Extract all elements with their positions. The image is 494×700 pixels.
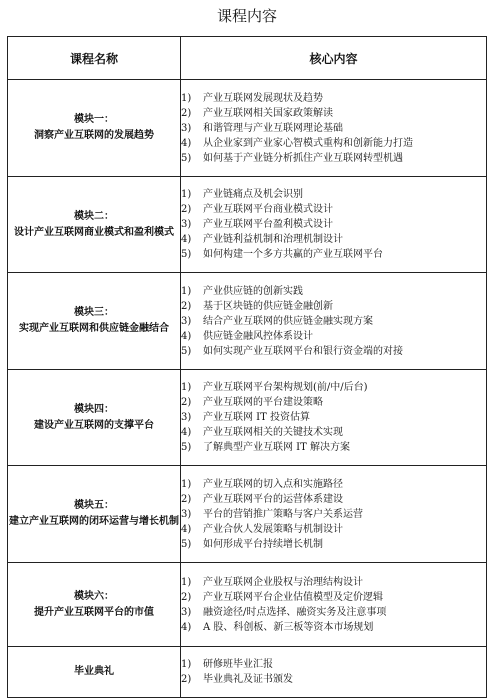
list-item (181, 299, 486, 314)
content-cell (181, 466, 487, 563)
module-cell (8, 177, 181, 273)
table-row (8, 647, 487, 698)
list-item (181, 344, 486, 359)
content-cell (181, 563, 487, 647)
list-item (181, 106, 486, 121)
list-item (181, 522, 486, 537)
item-number: 2) (181, 493, 192, 505)
list-item (181, 492, 486, 507)
item-number: 1) (181, 92, 192, 104)
module-cell (8, 80, 181, 177)
item-number: 2) (181, 107, 192, 119)
module-subtitle: 实现产业互联网和供应链金融结合 (19, 323, 169, 334)
list-item (181, 440, 486, 455)
list-item (181, 217, 486, 232)
content-list (181, 657, 486, 687)
content-cell (181, 80, 487, 177)
list-item (181, 672, 486, 687)
item-number: 1) (181, 659, 192, 670)
module-subtitle: 洞察产业互联网的发展趋势 (34, 130, 154, 141)
item-text: 如何实现产业互联网平台和银行资金端的对接 (203, 345, 403, 357)
item-number: 3) (181, 606, 192, 618)
content-cell (181, 370, 487, 466)
item-text: 产业互联网企业股权与治理结构设计 (203, 576, 363, 588)
module-subtitle: 建立产业互联网的闭环运营与增长机制 (9, 516, 179, 527)
list-item (181, 395, 486, 410)
course-table (7, 36, 487, 698)
item-number: 3) (181, 508, 192, 520)
content-list (181, 284, 486, 359)
list-item (181, 232, 486, 247)
item-number: 4) (181, 427, 192, 438)
list-item (181, 410, 486, 425)
module-cell (8, 647, 181, 698)
item-text: 产业互联网的切入点和实施路径 (203, 478, 343, 490)
item-text: 从企业家到产业家心智模式重构和创新能力打造 (203, 137, 413, 149)
item-number: 1) (181, 576, 192, 588)
content-list (181, 380, 486, 455)
module-name: 模块三： (74, 307, 114, 318)
item-text: 产业互联网平台企业估值模型及定价逻辑 (203, 591, 383, 603)
item-text: 产业链利益机制和治理机制设计 (203, 234, 343, 245)
item-text: A 股、科创板、新三板等资本市场规划 (203, 621, 374, 633)
item-text: 产业合伙人发展策略与机制设计 (203, 523, 343, 535)
module-cell (8, 273, 181, 370)
item-text: 产业互联网的平台建设策略 (203, 397, 323, 408)
item-text: 如何形成平台持续增长机制 (203, 538, 323, 550)
content-cell (181, 647, 487, 698)
item-number: 5) (181, 538, 192, 550)
list-item (181, 91, 486, 106)
item-number: 3) (181, 219, 192, 230)
item-number: 1) (181, 285, 192, 297)
content-list (181, 575, 486, 635)
table-row (8, 370, 487, 466)
item-text: 如何构建一个多方共赢的产业互联网平台 (203, 249, 383, 260)
item-number: 5) (181, 249, 192, 260)
item-number: 3) (181, 412, 192, 423)
module-name: 模块二： (74, 210, 114, 222)
list-item (181, 537, 486, 552)
item-text: 了解典型产业互联网 IT 解决方案 (203, 442, 350, 453)
item-text: 产业互联网平台商业模式设计 (203, 204, 333, 215)
module-cell (8, 563, 181, 647)
item-number: 3) (181, 122, 192, 134)
item-text: 平台的营销推广策略与客户关系运营 (203, 508, 363, 520)
content-list (181, 91, 486, 166)
module-subtitle: 设计产业互联网商业模式和盈利模式 (14, 226, 174, 238)
item-text: 结合产业互联网的供应链金融实现方案 (203, 315, 373, 327)
item-number: 2) (181, 397, 192, 408)
item-text: 供应链金融风控体系设计 (203, 330, 313, 342)
list-item (181, 136, 486, 151)
list-item (181, 329, 486, 344)
item-number: 3) (181, 315, 192, 327)
table-header-row (8, 37, 487, 80)
item-text: 毕业典礼及证书颁发 (203, 674, 293, 685)
list-item (181, 121, 486, 136)
list-item (181, 507, 486, 522)
item-text: 产业互联网相关的关键技术实现 (203, 427, 343, 438)
table-row (8, 273, 487, 370)
table-row (8, 466, 487, 563)
item-number: 4) (181, 137, 192, 149)
module-cell (8, 466, 181, 563)
item-text: 产业供应链的创新实践 (203, 285, 303, 297)
list-item (181, 380, 486, 395)
list-item (181, 425, 486, 440)
module-name: 模块一： (74, 114, 114, 125)
page-title: 课程内容 (216, 7, 277, 25)
module-cell (8, 370, 181, 466)
item-number: 5) (181, 152, 192, 164)
module-subtitle: 提升产业互联网平台的市值 (34, 606, 154, 618)
item-number: 4) (181, 234, 192, 245)
item-text: 融资途径/时点选择、融资实务及注意事项 (203, 606, 387, 618)
item-text: 产业链痛点及机会识别 (203, 189, 303, 200)
item-number: 1) (181, 382, 192, 393)
item-number: 2) (181, 300, 192, 312)
item-number: 1) (181, 189, 192, 200)
module-name: 模块四： (74, 403, 114, 415)
list-item (181, 477, 486, 492)
list-item (181, 657, 486, 672)
item-number: 2) (181, 204, 192, 215)
module-name: 模块六： (74, 590, 114, 602)
item-text: 如何基于产业链分析抓住产业互联网转型机遇 (203, 152, 403, 164)
table-row (8, 563, 487, 647)
item-text: 基于区块链的供应链金融创新 (203, 300, 333, 312)
list-item (181, 187, 486, 202)
item-text: 产业互联网平台盈利模式设计 (203, 219, 333, 230)
list-item (181, 575, 486, 590)
item-number: 2) (181, 591, 192, 603)
table-row (8, 80, 487, 177)
item-number: 2) (181, 674, 192, 685)
column-header-core-content: 核心内容 (181, 37, 487, 80)
item-text: 研修班毕业汇报 (203, 659, 273, 670)
module-name: 毕业典礼 (74, 666, 114, 677)
content-cell (181, 177, 487, 273)
module-subtitle: 建设产业互联网的支撑平台 (34, 419, 154, 431)
item-text: 产业互联网相关国家政策解读 (203, 107, 333, 119)
list-item (181, 202, 486, 217)
content-cell (181, 273, 487, 370)
list-item (181, 605, 486, 620)
item-text: 和谐管理与产业互联网理论基础 (203, 122, 343, 134)
item-number: 4) (181, 330, 192, 342)
module-name: 模块五： (74, 500, 114, 511)
list-item (181, 620, 486, 635)
item-text: 产业互联网平台的运营体系建设 (203, 493, 343, 505)
table-row (8, 177, 487, 273)
item-number: 4) (181, 621, 192, 633)
item-number: 4) (181, 523, 192, 535)
list-item (181, 590, 486, 605)
list-item (181, 247, 486, 262)
item-number: 5) (181, 345, 192, 357)
list-item (181, 314, 486, 329)
item-text: 产业互联网发展现状及趋势 (203, 92, 323, 104)
item-text: 产业互联网平台架构规划(前/中/后台) (203, 382, 368, 393)
list-item (181, 151, 486, 166)
content-list (181, 187, 486, 262)
item-number: 1) (181, 478, 192, 490)
item-number: 5) (181, 442, 192, 453)
list-item (181, 284, 486, 299)
column-header-course-name: 课程名称 (8, 37, 181, 80)
item-text: 产业互联网 IT 投资估算 (203, 412, 310, 423)
content-list (181, 477, 486, 552)
